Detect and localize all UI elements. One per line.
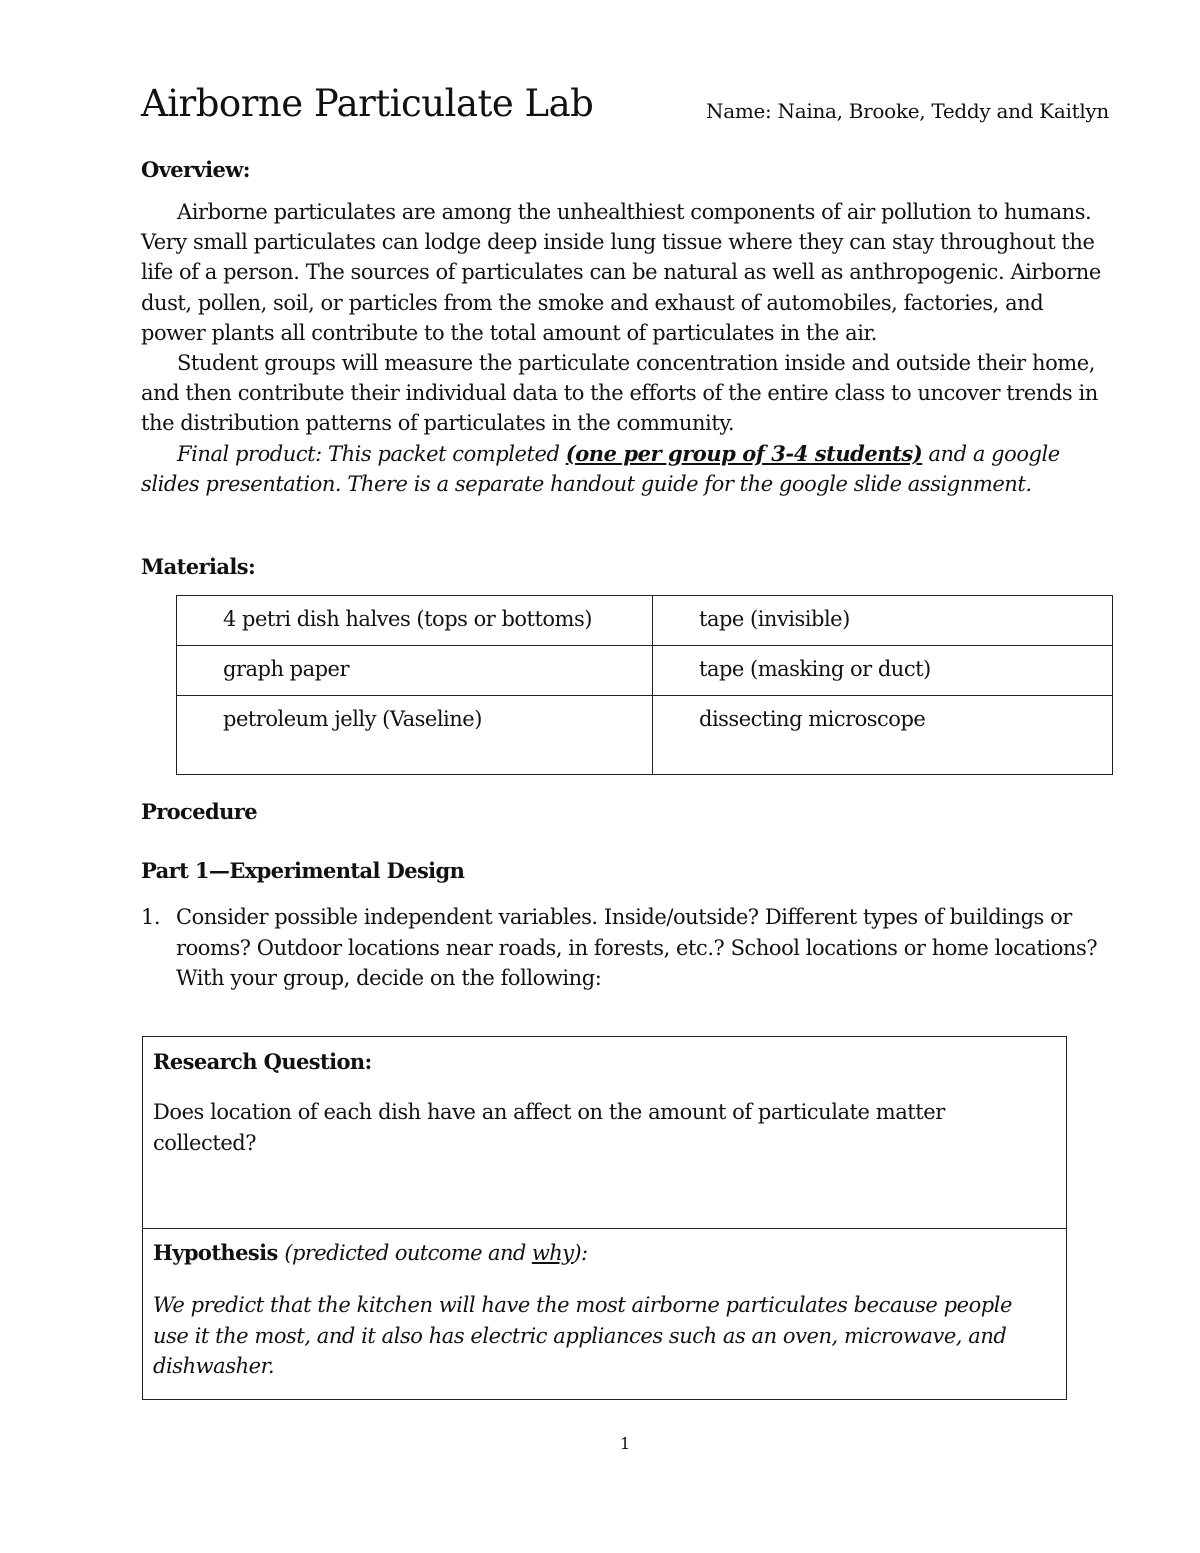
list-item (141, 902, 1121, 994)
table-cell: dissecting microscope (653, 696, 1113, 775)
box-divider (143, 1228, 1066, 1229)
final-product-prefix: Final product: This packet completed (177, 441, 566, 466)
hypothesis-sublabel-prefix: (predicted outcome and (284, 1241, 532, 1265)
overview-body (141, 197, 1111, 499)
hypothesis-sublabel-suffix: ): (573, 1241, 588, 1265)
hypothesis-sublabel-why: why (531, 1241, 574, 1265)
student-names: Name: Naina, Brooke, Teddy and Kaitlyn (706, 99, 1109, 123)
step-text: Consider possible independent variables. Inside/outside? Different types of buildings or rooms? Outdoor locations near roads, in forests, etc.? School locations or home locations? With your group, decide on the following: (176, 905, 1098, 990)
research-question-box (142, 1036, 1067, 1400)
table-cell: graph paper (177, 646, 653, 696)
hypothesis-heading (153, 1240, 587, 1265)
document-title: Airborne Particulate Lab (141, 82, 594, 125)
final-product-paragraph (141, 439, 1111, 499)
materials-heading: Materials: (141, 554, 256, 579)
research-question-answer[interactable]: Does location of each dish have an affect on the amount of particulate matter collected? (153, 1100, 945, 1155)
hypothesis-label: Hypothesis (153, 1240, 278, 1265)
final-product-emphasis: (one per group of 3-4 students) (565, 440, 923, 466)
procedure-heading: Procedure (141, 799, 257, 824)
page-number: 1 (620, 1434, 631, 1453)
final-product-suffix: and a google slides presentation. There is a separate handout guide for the google slide assignment. (141, 441, 1060, 496)
step-number: 1. (141, 905, 161, 929)
hypothesis-answer[interactable]: We predict that the kitchen will have the most airborne particulates because people use it the most, and it also has electric appliances such as an oven, microwave, and dishwasher. (153, 1293, 1013, 1378)
table-cell: tape (invisible) (653, 596, 1113, 646)
hypothesis-sublabel (284, 1241, 587, 1265)
overview-heading: Overview: (141, 157, 250, 182)
research-question-heading: Research Question: (153, 1049, 372, 1074)
overview-paragraph-1: Airborne particulates are among the unhealthiest components of air pollution to humans. Very small particulates can lodge deep inside lung tissue where they can stay throughout the life of a person. The sources of particulates can be natural as well as anthropogenic. Airborne dust, pollen, soil, or particles from the smoke and exhaust of automobiles, factories, and power plants all contribute to the total amount of particulates in the air. (141, 200, 1101, 345)
table-cell: petroleum jelly (Vaseline) (177, 696, 653, 775)
materials-table (176, 595, 1113, 775)
table-row (177, 696, 1113, 775)
procedure-step-list (141, 902, 1121, 994)
overview-paragraph-2: Student groups will measure the particulate concentration inside and outside their home, and then contribute their individual data to the efforts of the entire class to uncover trends in the distribution patterns of particulates in the community. (141, 351, 1098, 436)
table-cell: tape (masking or duct) (653, 646, 1113, 696)
part1-heading: Part 1—Experimental Design (141, 858, 465, 883)
table-row (177, 646, 1113, 696)
table-row (177, 596, 1113, 646)
table-cell: 4 petri dish halves (tops or bottoms) (177, 596, 653, 646)
